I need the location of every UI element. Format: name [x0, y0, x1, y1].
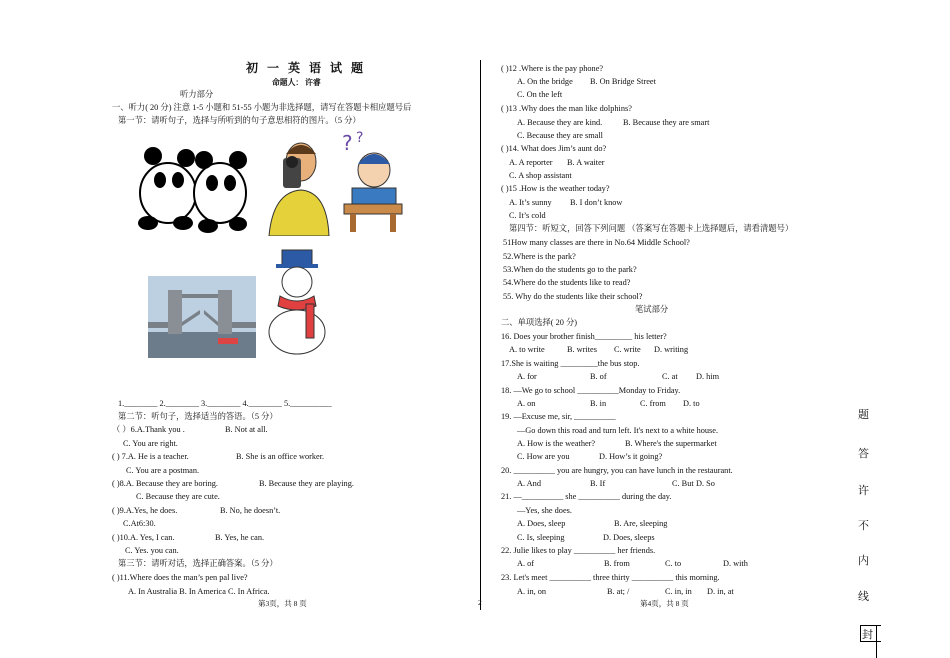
question-17-option-b: B. of — [590, 372, 607, 381]
question-9-option-b: B. No, he doesn’t. — [220, 506, 281, 515]
question-23-option-d: D. in, at — [707, 587, 734, 596]
question-13-option-c: C. Because they are small — [517, 131, 603, 140]
question-16-option-b: B. writes — [567, 345, 597, 354]
question-11-options: A. In Australia B. In America C. In Africa. — [128, 587, 270, 596]
question-17: 17.She is waiting _________the bus stop. — [501, 359, 640, 368]
question-10: ( )10.A. Yes, I can. — [112, 533, 175, 542]
question-19-option-d: D. How’s it going? — [599, 452, 663, 461]
subsection1-heading: 第一节：请听句子，选择与所听到的句子意思相符的图片。（5 分） — [118, 116, 361, 125]
question-19-option-c: C. How are you — [517, 452, 570, 461]
right-page-footer: 第4页，共 8 页 — [640, 599, 689, 608]
question-54: 54.Where do the students like to read? — [503, 278, 631, 287]
question-20-option-b: B. If — [590, 479, 606, 488]
binding-char-1: 题 — [858, 408, 869, 421]
svg-text:?: ? — [342, 131, 353, 155]
question-9-option-c: C.At6:30. — [123, 519, 156, 528]
binding-char-2: 答 — [858, 447, 869, 460]
page-title: 初 一 英 语 试 题 — [246, 61, 367, 75]
center-page-number: 2 — [478, 598, 482, 607]
question-22-option-b: B. from — [604, 559, 630, 568]
question-10-option-b: B. Yes, he can. — [215, 533, 265, 542]
question-15: ( )15 .How is the weather today? — [501, 184, 610, 193]
tower-bridge-image — [148, 276, 256, 358]
question-7-option-c: C. You are a postman. — [126, 466, 200, 475]
left-page-footer: 第3页，共 8 页 — [258, 599, 307, 608]
snowman-image — [262, 248, 334, 356]
question-17-option-d: D. him — [696, 372, 720, 381]
question-16-option-a: A. to write — [509, 345, 545, 354]
question-16: 16. Does your brother finish_________ his letter? — [501, 332, 667, 341]
question-15-option-b: B. I don’t know — [570, 198, 623, 207]
question-6-option-b: B. Not at all. — [225, 425, 268, 434]
question-6: （ ）6.A.Thank you . — [112, 425, 185, 434]
question-16-option-c: C. write — [614, 345, 641, 354]
question-19-option-a: A. How is the weather? — [517, 439, 596, 448]
man-with-camera-image — [265, 140, 331, 236]
listening-part-label: 听力部分 — [180, 90, 214, 99]
question-18: 18. —We go to school __________Monday to Friday. — [501, 386, 681, 395]
question-17-option-a: A. for — [517, 372, 537, 381]
question-10-option-c: C. Yes. you can. — [125, 546, 179, 555]
binding-char-3: 许 — [858, 484, 869, 497]
question-12-option-b: B. On Bridge Street — [590, 77, 656, 86]
question-7-option-b: B. She is an office worker. — [236, 452, 325, 461]
question-19-option-b: B. Where's the supermarket — [625, 439, 717, 448]
author-line: 命题人： 许睿 — [272, 78, 321, 87]
written-part-label: 笔试部分 — [635, 305, 669, 314]
question-22-option-d: D. with — [723, 559, 748, 568]
question-20-option-a: A. And — [517, 479, 541, 488]
binding-char-5: 内 — [858, 554, 869, 567]
question-19: 19. —Excuse me, sir, __________ — [501, 412, 616, 421]
question-23-option-c: C. in, in — [665, 587, 692, 596]
question-22-option-c: C. to — [665, 559, 682, 568]
pandas-image — [128, 138, 256, 238]
question-21-option-c: C. Is, sleeping — [517, 533, 565, 542]
question-14-option-a: A. A reporter — [509, 158, 553, 167]
question-14-option-b: B. A waiter — [567, 158, 605, 167]
question-14: ( )14. What does Jim’s aunt do? — [501, 144, 607, 153]
question-9: ( )9.A.Yes, he does. — [112, 506, 178, 515]
binding-char-4: 不 — [858, 519, 869, 532]
question-21-option-d: D. Does, sleeps — [603, 533, 655, 542]
question-18-option-d: D. to — [683, 399, 700, 408]
question-12-option-a: A. On the bridge — [517, 77, 573, 86]
svg-text:?: ? — [356, 130, 364, 146]
binding-char-7: 封 — [862, 628, 873, 641]
question-22: 22. Julie likes to play __________ her friends. — [501, 546, 656, 555]
page-divider — [480, 60, 481, 610]
student-thinking-image — [340, 128, 406, 232]
question-17-option-c: C. at — [662, 372, 678, 381]
question-23-option-a: A. in, on — [517, 587, 547, 596]
question-15-option-c: C. It’s cold — [509, 211, 546, 220]
question-11: ( )11.Where does the man’s pen pal live? — [112, 573, 248, 582]
question-18-option-b: B. in — [590, 399, 607, 408]
question-22-option-a: A. of — [517, 559, 535, 568]
question-13-option-b: B. Because they are smart — [623, 118, 710, 127]
subsection3-heading: 第三节：请听对话，选择正确答案。（5 分） — [118, 559, 278, 568]
question-21-dialogue: —Yes, she does. — [517, 506, 572, 515]
question-21-option-b: B. Are, sleeping — [614, 519, 668, 528]
binding-char-6: 线 — [858, 590, 869, 603]
question-15-option-a: A. It’s sunny — [509, 198, 552, 207]
question-6-option-c: C. You are right. — [123, 439, 178, 448]
question-8-option-c: C. Because they are cute. — [136, 492, 220, 501]
question-8-option-b: B. Because they are playing. — [259, 479, 354, 488]
question-20: 20. __________ you are hungry, you can have lunch in the restaurant. — [501, 466, 733, 475]
question-12-option-c: C. On the left — [517, 90, 563, 99]
question-8: ( )8.A. Because they are boring. — [112, 479, 218, 488]
question-16-option-d: D. writing — [654, 345, 689, 354]
section2-heading: 二、单项选择( 20 分) — [501, 318, 578, 327]
section1-heading: 一、听力( 20 分) 注意 1-5 小题和 51-55 小题为非选择题，请写在答题卡相应题号后 — [112, 103, 412, 112]
subsection4-heading: 第四节：听短文，回答下列问题 （答案写在答题卡上选择题后，请看清题号） — [509, 224, 794, 233]
question-23: 23. Let's meet __________ three thirty __________ this morning. — [501, 573, 720, 582]
picture-answer-blanks: 1.________ 2.________ 3.________ 4.________ 5.__________ — [118, 399, 332, 408]
question-51: 51How many classes are there in No.64 Middle School? — [503, 238, 690, 247]
question-14-option-c: C. A shop assistant — [509, 171, 572, 180]
question-21-option-a: A. Does, sleep — [517, 519, 566, 528]
question-13: ( )13 .Why does the man like dolphins? — [501, 104, 632, 113]
question-12: ( )12 .Where is the pay phone? — [501, 64, 604, 73]
question-13-option-a: A. Because they are kind. — [517, 118, 603, 127]
question-18-option-c: C. from — [640, 399, 666, 408]
question-20-option-d: D. So — [696, 479, 715, 488]
question-23-option-b: B. at; / — [607, 587, 630, 596]
question-55: 55. Why do the students like their school? — [503, 292, 643, 301]
binding-line — [876, 625, 877, 658]
question-52: 52.Where is the park? — [503, 252, 576, 261]
question-18-option-a: A. on — [517, 399, 536, 408]
question-19-dialogue: —Go down this road and turn left. It's next to a white house. — [517, 426, 719, 435]
question-7: ( ) 7.A. He is a teacher. — [112, 452, 189, 461]
question-53: 53.When do the students go to the park? — [503, 265, 637, 274]
question-21: 21. —__________ she __________ during the day. — [501, 492, 672, 501]
subsection2-heading: 第二节：听句子，选择适当的答语。（5 分） — [118, 412, 278, 421]
question-20-option-c: C. But — [672, 479, 694, 488]
